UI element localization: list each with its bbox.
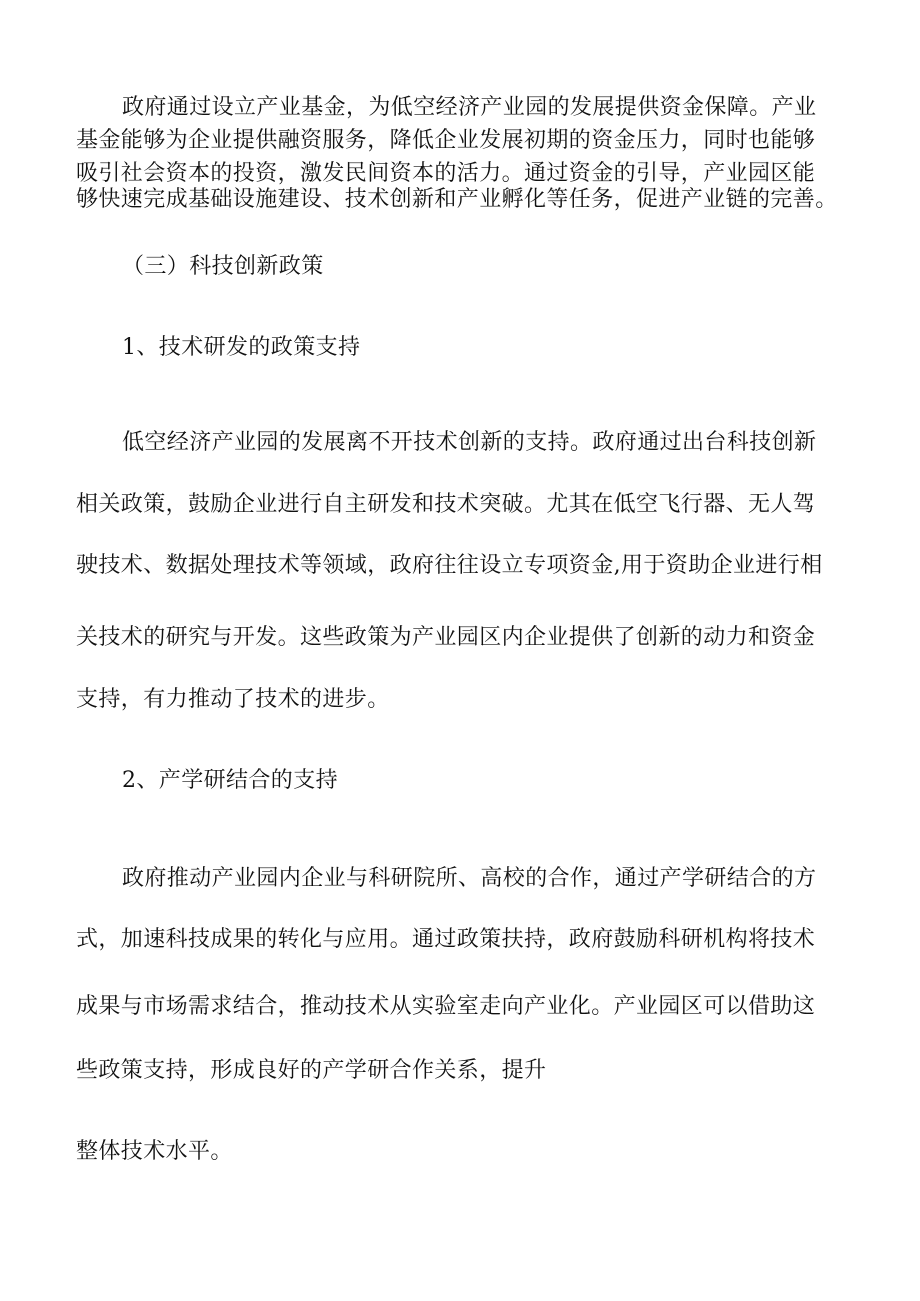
subheading-1: 1、技术研发的政策支持: [122, 335, 361, 360]
paragraph-2-line-5: 支持，有力推动了技术的进步。: [76, 687, 390, 712]
paragraph-1-line-4: 够快速完成基础设施建设、技术创新和产业孵化等任务，促进产业链的完善。: [76, 187, 838, 212]
paragraph-3-line-3: 成果与市场需求结合，推动技术从实验室走向产业化。产业园区可以借助这: [76, 994, 816, 1019]
paragraph-1-line-3: 吸引社会资本的投资，激发民间资本的活力。通过资金的引导，产业园区能: [76, 161, 816, 186]
paragraph-3-line-4: 些政策支持，形成良好的产学研合作关系，提升: [76, 1058, 547, 1083]
paragraph-3-line-5: 整体技术水平。: [76, 1139, 233, 1164]
section-heading: （三）科技创新政策: [122, 254, 324, 279]
paragraph-1-line-2: 基金能够为企业提供融资服务，降低企业发展初期的资金压力，同时也能够: [76, 128, 816, 153]
paragraph-2-line-2: 相关政策，鼓励企业进行自主研发和技术突破。尤其在低空飞行器、无人驾: [76, 492, 816, 517]
subheading-2: 2、产学研结合的支持: [122, 768, 338, 793]
paragraph-2-line-3: 驶技术、数据处理技术等领域，政府往往设立专项资金,用于资助企业进行相: [76, 553, 823, 578]
paragraph-2-line-4: 关技术的研究与开发。这些政策为产业园区内企业提供了创新的动力和资金: [76, 625, 816, 650]
paragraph-2-line-1: 低空经济产业园的发展离不开技术创新的支持。政府通过出台科技创新: [122, 430, 817, 455]
paragraph-3-line-1: 政府推动产业园内企业与科研院所、高校的合作，通过产学研结合的方: [122, 866, 817, 891]
paragraph-3-line-2: 式，加速科技成果的转化与应用。通过政策扶持，政府鼓励科研机构将技术: [76, 927, 816, 952]
paragraph-1-line-1: 政府通过设立产业基金，为低空经济产业园的发展提供资金保障。产业: [122, 95, 817, 120]
